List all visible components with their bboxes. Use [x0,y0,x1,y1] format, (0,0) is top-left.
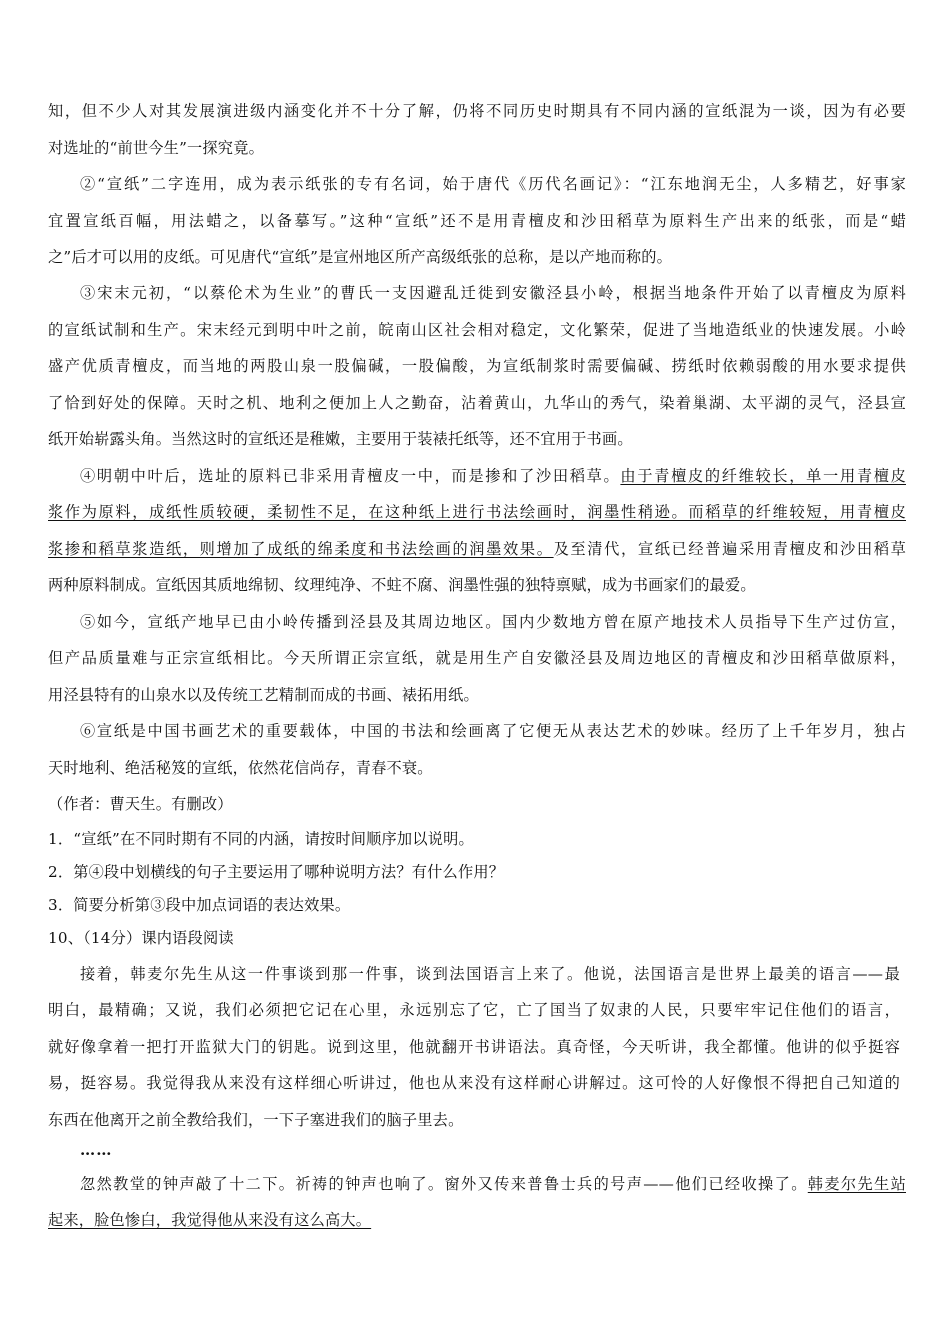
reading-line-2: 明白，最精确；又说，我们必须把它记在心里，永远别忘了它，亡了国当了奴隶的人民，只要牢牢记住他们的语言， [48,1001,900,1019]
paragraph-4-line-4: 两种原料制成。宣纸因其质地绵韧、纹理纯净、不蛀不腐、润墨性强的独特禀赋，成为书画家们的最爱。 [48,576,756,594]
underlined-sentence: 浆掺和稻草浆造纸，则增加了成纸的绵柔度和书法绘画的润墨效果。 [48,540,554,558]
paragraph-2-line-3: 之”后才可以用的皮纸。可见唐代“宣纸”是宣州地区所产高级纸张的总称，是以产地而称的。 [48,248,673,266]
paragraph-4-text: ④明朝中叶后，选址的原料已非采用青檀皮一中，而是掺和了沙田稻草。 [80,467,621,485]
paragraph-3-line-4: 了恰到好处的保障。天时之机、地利之便加上人之勤奋，沾着黄山，九华山的秀气，染着巢湖、太平湖的灵气，泾县宣 [48,394,906,412]
intro-line-1: 知，但不少人对其发展演进级内涵变化并不十分了解，仍将不同历史时期具有不同内涵的宣纸混为一谈，因为有必要 [48,102,906,120]
paragraph-3-line-1: ③宋末元初，“以蔡伦术为生业”的曹氏一支因避乱迁徙到安徽泾县小岭，根据当地条件开始了以青檀皮为原料 [80,284,906,302]
paragraph-3-line-5: 纸开始崭露头角。当然这时的宣纸还是稚嫩，主要用于装裱托纸等，还不宜用于书画。 [48,430,633,448]
underlined-sentence: 韩麦尔先生站 [807,1175,906,1193]
question-3: 3．简要分析第③段中加点词语的表达效果。 [48,896,351,914]
reading-text: 忽然教堂的钟声敲了十二下。祈祷的钟声也响了。窗外又传来普鲁士兵的号声——他们已经收操了。 [80,1175,808,1193]
paragraph-5-line-2: 但产品质量难与正宗宣纸相比。今天所谓正宗宣纸，就是用生产自安徽泾县及周边地区的青檀皮和沙田稻草做原料， [48,649,906,667]
paragraph-4-line-3 [48,539,906,559]
reading-line-1: 接着，韩麦尔先生从这一件事谈到那一件事，谈到法国语言上来了。他说，法国语言是世界上最美的语言——最 [80,965,900,983]
paragraph-2-line-1: ②“宣纸”二字连用，成为表示纸张的专有名词，始于唐代《历代名画记》：“江东地润无尘，人多精艺，好事家 [80,175,906,193]
author-note: （作者：曹天生。有删改） [48,795,233,813]
paragraph-6-line-2: 天时地利、绝活秘笈的宣纸，依然花信尚存，青春不衰。 [48,759,433,777]
underlined-sentence: 由于青檀皮的纤维较长，单一用青檀皮 [620,467,906,485]
paragraph-5-line-3: 用泾县特有的山泉水以及传统工艺精制而成的书画、裱拓用纸。 [48,686,479,704]
ellipsis: …… [80,1141,113,1159]
underlined-sentence: 起来，脸色惨白，我觉得他从来没有这么高大。 [48,1211,372,1229]
reading-line-5: 东西在他离开之前全教给我们，一下子塞进我们的脑子里去。 [48,1111,464,1129]
reading-line-7 [48,1210,906,1230]
question-2: 2．第④段中划横线的句子主要运用了哪种说明方法？有什么作用？ [48,863,505,881]
section-10-heading: 10、（14分）课内语段阅读 [48,929,234,947]
paragraph-3-line-2: 的宣纸试制和生产。宋末经元到明中叶之前，皖南山区社会相对稳定，文化繁荣，促进了当地造纸业的快速发展。小岭 [48,321,906,339]
paragraph-5-line-1: ⑤如今，宣纸产地早已由小岭传播到泾县及其周边地区。国内少数地方曾在原产地技术人员指导下生产过仿宣， [80,613,906,631]
paragraph-4-line-1 [80,466,906,486]
reading-line-4: 易，挺容易。我觉得我从来没有这样细心听讲过，他也从来没有这样耐心讲解过。这可怜的人好像恨不得把自己知道的 [48,1074,900,1092]
paragraph-2-line-2: 宜置宣纸百幅，用法蜡之，以备摹写。”这种“宣纸”还不是用青檀皮和沙田稻草为原料生产出来的纸张，而是“蜡 [48,212,906,230]
question-1: 1．“宣纸”在不同时期有不同的内涵，请按时间顺序加以说明。 [48,830,474,848]
reading-line-6 [80,1174,906,1194]
paragraph-6-line-1: ⑥宣纸是中国书画艺术的重要载体，中国的书法和绘画离了它便无从表达艺术的妙味。经历了上千年岁月，独占 [80,722,906,740]
paragraph-4-text: 及至清代，宣纸已经普遍采用青檀皮和沙田稻草 [553,540,907,558]
paragraph-4-line-2: 浆作为原料，成纸性质较硬，柔韧性不足，在这种纸上进行书法绘画时，润墨性稍逊。而稻草的纤维较短，用青檀皮 [48,503,906,521]
paragraph-3-line-3: 盛产优质青檀皮，而当地的两股山泉一股偏碱，一股偏酸，为宣纸制浆时需要偏碱、捞纸时依赖弱酸的用水要求提供 [48,357,906,375]
intro-line-2: 对选址的“前世今生”一探究竟。 [48,139,264,157]
reading-line-3: 就好像拿着一把打开监狱大门的钥匙。说到这里，他就翻开书讲语法。真奇怪，今天听讲，我全都懂。他讲的似乎挺容 [48,1038,900,1056]
